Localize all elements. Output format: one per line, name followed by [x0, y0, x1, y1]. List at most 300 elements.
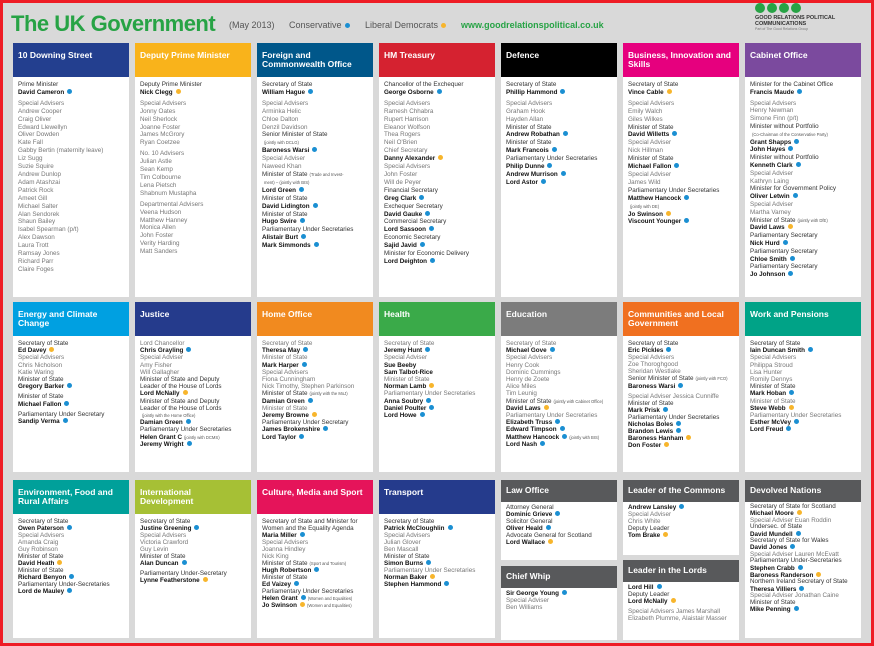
line-text: Secretary of State: [262, 340, 313, 347]
conservative-dot-icon: [182, 560, 187, 565]
conservative-dot-icon: [560, 426, 565, 431]
libdem-dot-icon: [300, 602, 305, 607]
libdem-dot-icon: [789, 405, 794, 410]
adviser-text: [384, 163, 490, 171]
adviser-text: [750, 115, 856, 123]
adviser-text: [628, 393, 734, 400]
department-members: [745, 336, 861, 434]
minister-name: [506, 590, 612, 597]
line-text: Minister of State: [628, 155, 674, 163]
line-text: Joanna Hindley: [262, 546, 306, 553]
line-note: (jointly with DCLG): [264, 140, 299, 146]
minister-name: [628, 598, 734, 605]
role-label: [262, 574, 368, 581]
minister-name: [506, 426, 612, 433]
role-label: [18, 411, 124, 418]
adviser-text: [750, 178, 856, 186]
role-label: [262, 419, 368, 426]
adviser-text: [18, 218, 124, 226]
line-text: Parliamentary Secretary: [750, 247, 818, 255]
adviser-text: [506, 604, 612, 611]
line-text: Jo Swinson: [628, 210, 663, 218]
adviser-text: [18, 171, 124, 179]
line-text: Departmental Advisers: [140, 200, 204, 208]
line-text: Minister of State: [140, 553, 186, 560]
adviser-text: [506, 340, 612, 347]
conservative-dot-icon: [546, 525, 551, 530]
role-label: [750, 185, 856, 193]
conservative-dot-icon: [308, 398, 313, 403]
line-text: Helen Grant: [262, 595, 298, 602]
department-members: [257, 514, 373, 609]
adviser-text: [384, 390, 490, 397]
conservative-dot-icon: [790, 544, 795, 549]
department-members: [623, 582, 739, 622]
adviser-text: [262, 369, 368, 376]
line-text: Sir George Young: [506, 590, 559, 597]
minister-name: [262, 602, 368, 609]
line-text: Secretary of State: [750, 340, 801, 347]
conservative-dot-icon: [444, 581, 449, 586]
line-text: Craig Oliver: [18, 115, 52, 123]
line-text: Parliamentary Under Secretary: [18, 410, 105, 418]
line-note: (Sport and Tourism): [309, 561, 347, 566]
line-text: Special Advisers: [628, 354, 675, 362]
line-text: Special Advisers: [140, 532, 187, 539]
department-members: [13, 514, 129, 595]
conservative-dot-icon: [426, 560, 431, 565]
minister-name: [18, 588, 124, 595]
conservative-dot-icon: [429, 226, 434, 231]
line-text: Sean Kemp: [140, 166, 173, 174]
line-note: (Trade and Invest-: [309, 171, 344, 177]
line-text: Amy Fisher: [140, 361, 172, 369]
adviser-text: [18, 203, 124, 211]
adviser-text: [750, 376, 856, 383]
minister-name: [506, 434, 612, 441]
conservative-dot-icon: [294, 581, 299, 586]
role-label: [384, 518, 490, 525]
line-text: Alex Dawson: [18, 234, 55, 242]
line-text: Matthew Hanney: [140, 216, 188, 224]
adviser-text: [262, 383, 368, 390]
minister-name: [750, 193, 856, 201]
conservative-dot-icon: [788, 146, 793, 151]
role-label: [18, 581, 124, 588]
line-text: Parliamentary Under Secretaries: [628, 186, 720, 194]
line-text: Sandip Verma: [18, 418, 60, 426]
role-label: [262, 179, 368, 187]
minister-name: [750, 390, 856, 397]
line-note: ment) – (jointly with BIS): [264, 179, 310, 185]
minister-name: [628, 532, 734, 539]
role-label: [506, 398, 612, 405]
line-text: Kate Fall: [18, 139, 43, 147]
line-text: Lord Taylor: [262, 433, 297, 441]
line-text: Lord Chancellor: [140, 340, 185, 347]
line-text: Ryan Coetzee: [140, 139, 180, 147]
adviser-text: [384, 376, 490, 383]
minister-name: [384, 398, 490, 405]
adviser-text: [18, 226, 124, 234]
department-title: Business, Innovation and Skills: [623, 43, 739, 77]
line-text: Jo Swinson: [262, 602, 297, 609]
adviser-text: [262, 405, 368, 412]
adviser-text: [506, 390, 612, 397]
line-text: Arminka Helic: [262, 107, 301, 115]
adviser-text: [384, 532, 490, 539]
line-text: Maria Miller: [262, 532, 297, 539]
department-members: [135, 77, 251, 256]
line-text: Joanne Foster: [140, 123, 181, 131]
role-label: [140, 518, 246, 525]
adviser-text: [628, 361, 734, 368]
line-text: Minister of State: [262, 210, 308, 218]
line-text: Secretary of State: [384, 340, 435, 347]
conservative-dot-icon: [788, 271, 793, 276]
conservative-dot-icon: [563, 131, 568, 136]
line-text: Special Adviser: [140, 354, 184, 362]
line-text: Mark Hoban: [750, 390, 787, 398]
line-text: Julian Glover: [384, 539, 421, 546]
line-text: Emily Walch: [628, 107, 663, 115]
line-text: Veena Hudson: [140, 208, 182, 216]
adviser-text: [384, 340, 490, 347]
line-text: Special Advisers: [18, 354, 65, 362]
minister-name: [384, 155, 490, 163]
role-label: [262, 171, 368, 179]
line-text: Denzil Davidson: [262, 123, 308, 131]
libdem-dot-icon: [544, 405, 549, 410]
libdem-dot-icon: [788, 224, 793, 229]
line-text: Minister of State and Deputy: [140, 376, 220, 384]
department-card: [135, 43, 251, 297]
conservative-dot-icon: [314, 567, 319, 572]
line-text: Chris Grayling: [140, 347, 184, 355]
libdem-dot-icon: [203, 577, 208, 582]
line-text: Jeremy Hunt: [384, 347, 423, 355]
department-card: [257, 480, 373, 638]
role-label: [140, 570, 246, 577]
line-text: Tim Leunig: [506, 390, 537, 398]
line-text: Owen Paterson: [18, 525, 64, 532]
adviser-text: [18, 187, 124, 195]
minister-name: [384, 560, 490, 567]
role-label: [140, 81, 246, 89]
line-text: Prime Minister: [18, 81, 59, 88]
minister-name: [628, 504, 734, 511]
adviser-text: [18, 163, 124, 171]
line-text: Minister of State: [262, 390, 308, 398]
minister-name: [140, 390, 246, 397]
role-label: [506, 518, 612, 525]
line-text: Naweed Khan: [262, 163, 302, 171]
line-text: Women and the Equality Agenda: [262, 525, 354, 532]
line-text: Rupert Harrison: [384, 115, 429, 123]
line-text: Neil O'Brien: [384, 139, 418, 147]
line-text: Vince Cable: [628, 88, 664, 96]
line-text: Guy Levin: [140, 546, 169, 553]
line-text: David Lidington: [262, 202, 310, 210]
conservative-dot-icon: [555, 419, 560, 424]
conservative-dot-icon: [67, 588, 72, 593]
minister-name: [384, 362, 490, 369]
adviser-text: [750, 209, 856, 217]
libdem-dot-icon: [430, 574, 435, 579]
adviser-text: [628, 368, 734, 375]
adviser-text: [18, 250, 124, 258]
department-members: [379, 336, 495, 419]
line-text: Eleanor Wolfson: [384, 123, 431, 131]
adviser-text: [628, 354, 734, 361]
line-text: Lord de Mauley: [18, 588, 65, 595]
department-members: [135, 514, 251, 584]
adviser-text: [262, 163, 368, 171]
conservative-dot-icon: [186, 347, 191, 352]
conservative-dot-icon: [301, 234, 306, 239]
department-members: [501, 336, 617, 448]
adviser-text: [140, 158, 246, 166]
adviser-text: [140, 100, 246, 108]
line-text: Graham Hook: [506, 107, 546, 115]
line-text: Alan Duncan: [140, 560, 179, 567]
line-text: Secretary of State for Scotland: [750, 503, 836, 510]
line-text: Special Advisers: [262, 99, 309, 107]
minister-name: [140, 577, 246, 584]
adviser-text: [18, 546, 124, 553]
adviser-text: [384, 546, 490, 553]
line-text: Parliamentary Under Secretaries: [262, 226, 354, 234]
libdem-dot-icon: [663, 532, 668, 537]
line-text: Nicholas Boles: [628, 421, 674, 429]
conservative-dot-icon: [794, 606, 799, 611]
line-text: Minister of State: [750, 216, 796, 224]
conservative-dot-icon: [312, 147, 317, 152]
department-members: [379, 514, 495, 588]
line-text: Julian Astle: [140, 158, 172, 166]
line-text: Michael Salter: [18, 202, 58, 210]
minister-name: [628, 421, 734, 428]
line-text: David Laws: [750, 224, 785, 232]
role-label: [750, 232, 856, 240]
minister-name: [18, 89, 124, 97]
role-label: [750, 263, 856, 271]
line-text: Ben Mascall: [384, 546, 419, 553]
role-label: [262, 195, 368, 203]
libdem-dot-icon: [664, 442, 669, 447]
line-text: Chief Secretary: [384, 147, 428, 155]
libdem-dot-icon: [686, 435, 691, 440]
line-text: Chloe Smith: [750, 255, 787, 263]
line-text: Michael Fallon: [18, 400, 62, 408]
minister-name: [750, 565, 856, 572]
adviser-text: [262, 340, 368, 347]
line-text: Special Advisers: [140, 99, 187, 107]
line-text: Andrew Robathan: [506, 131, 560, 139]
minister-name: [262, 347, 368, 354]
line-text: Special Advisers: [18, 532, 65, 539]
line-text: Leader of the House of Lords: [140, 404, 222, 412]
minister-name: [384, 347, 490, 354]
role-label: [750, 81, 856, 89]
adviser-text: [140, 217, 246, 225]
line-text: Secretary of State: [628, 340, 679, 347]
department-title: Communities and Local Government: [623, 302, 739, 336]
line-text: Ben Williams: [506, 604, 543, 611]
line-text: Advocate General for Scotland: [506, 532, 592, 539]
department-card: [623, 43, 739, 297]
department-card: [13, 43, 129, 297]
libdem-dot-icon: [548, 539, 553, 544]
line-text: Minister of State: [18, 567, 64, 574]
line-text: Secretary of State for Wales: [750, 537, 829, 545]
line-text: Sue Beeby: [384, 361, 417, 369]
line-text: Matt Sanders: [140, 248, 178, 256]
adviser-text: [140, 201, 246, 209]
line-text: Suzie Squire: [18, 163, 54, 171]
minister-name: [750, 256, 856, 264]
minister-name: [750, 240, 856, 248]
adviser-text: [140, 232, 246, 240]
minister-name: [506, 539, 612, 546]
minister-name: [628, 347, 734, 354]
role-label: [262, 131, 368, 139]
line-text: Special Adviser Lauren McEvatt: [750, 550, 839, 558]
line-text: Parliamentary Under-Secretaries: [18, 581, 110, 588]
role-label: [18, 553, 124, 560]
line-text: Minister of State: [262, 194, 308, 202]
department-card: [745, 43, 861, 297]
libdem-dot-icon: [312, 412, 317, 417]
adviser-text: [262, 539, 368, 546]
line-text: Henry Newman: [750, 107, 794, 115]
department-title: Leader of the Commons: [623, 480, 739, 502]
line-text: James Wild: [628, 178, 661, 186]
minister-name: [262, 581, 368, 588]
minister-name: [384, 412, 490, 419]
line-text: Jeremy Browne: [262, 412, 309, 420]
line-text: Minister of State: [628, 399, 674, 407]
minister-name: [506, 147, 612, 155]
line-text: Andrew Lansley: [628, 504, 677, 511]
line-text: Hayden Allan: [506, 115, 544, 123]
conservative-dot-icon: [301, 595, 306, 600]
adviser-text: [140, 532, 246, 539]
line-text: Lord Nash: [506, 440, 538, 448]
line-text: Mark Francois: [506, 147, 549, 155]
line-text: Fiona Cunningham: [262, 376, 316, 384]
line-text: Lord McNally: [140, 390, 180, 398]
line-text: Minister of State: [628, 123, 674, 131]
adviser-text: [18, 362, 124, 369]
role-label: [384, 81, 490, 89]
adviser-text: [18, 100, 124, 108]
line-text: Minister of State: [262, 354, 308, 362]
minister-name: [750, 224, 856, 232]
adviser-text: [628, 179, 734, 187]
conservative-dot-icon: [794, 419, 799, 424]
line-text: Secretary of State and Minister for: [262, 518, 358, 525]
line-text: Minister of State: [262, 170, 308, 178]
line-text: Minister of State: [750, 397, 796, 405]
conservative-dot-icon: [794, 139, 799, 144]
role-label: [750, 383, 856, 390]
minister-name: [140, 560, 246, 567]
line-text: Ramsay Jones: [18, 250, 60, 258]
line-text: Giles Wilkes: [628, 115, 663, 123]
adviser-text: [18, 242, 124, 250]
conservative-dot-icon: [562, 590, 567, 595]
minister-name: [506, 347, 612, 354]
minister-name: [18, 418, 124, 425]
conservative-dot-icon: [299, 187, 304, 192]
role-label: [384, 203, 490, 211]
conservative-dot-icon: [308, 89, 313, 94]
line-text: Oliver Heald: [506, 525, 543, 532]
conservative-dot-icon: [69, 574, 74, 579]
role-label: [18, 340, 124, 347]
adviser-text: [750, 412, 856, 419]
adviser-text: [262, 354, 368, 361]
line-text: Michael Moore: [750, 510, 794, 518]
line-note: (jointly with FCO): [695, 376, 728, 382]
conservative-dot-icon: [786, 426, 791, 431]
line-text: Guy Robinson: [18, 546, 58, 553]
adviser-text: [384, 100, 490, 108]
line-text: Minister of State: [506, 139, 552, 147]
minister-name: [384, 574, 490, 581]
adviser-text: [18, 131, 124, 139]
adviser-text: [18, 108, 124, 116]
line-note: (jointly with DCMS): [184, 434, 220, 440]
department-members: [13, 336, 129, 425]
line-text: Chris White: [628, 518, 661, 525]
conservative-dot-icon: [67, 525, 72, 530]
role-label: [140, 383, 246, 390]
minister-name: [750, 347, 856, 354]
line-text: Alan Sendorek: [18, 210, 60, 218]
adviser-text: [384, 131, 490, 139]
minister-name: [140, 434, 246, 441]
conservative-dot-icon: [796, 162, 801, 167]
line-text: Katie Waring: [18, 368, 54, 376]
page-date: (May 2013): [229, 20, 275, 30]
minister-name: [628, 211, 734, 219]
adviser-text: [506, 412, 612, 419]
line-text: Parliamentary Under Secretaries: [506, 412, 598, 420]
minister-name: [18, 560, 124, 567]
minister-name: [262, 362, 368, 369]
conservative-dot-icon: [448, 525, 453, 530]
line-text: Special Advisers: [628, 99, 675, 107]
line-text: Richard Parr: [18, 257, 54, 265]
minister-name: [262, 532, 368, 539]
line-text: Special Adviser: [750, 200, 794, 208]
line-text: Sam Talbot-Rice: [384, 368, 433, 376]
line-text: Parliamentary Under Secretary: [262, 419, 349, 427]
line-text: Alistair Burt: [262, 234, 299, 242]
line-text: Special Advisers: [262, 539, 309, 546]
line-text: Edward Timpson: [506, 426, 557, 434]
line-text: Don Foster: [628, 442, 662, 450]
minister-name: [506, 171, 612, 179]
minister-name: [506, 525, 612, 532]
department-card: [501, 480, 617, 560]
adviser-text: [628, 100, 734, 108]
line-text: Michael Fallon: [628, 163, 672, 171]
website-link[interactable]: www.goodrelationspolitical.co.uk: [461, 20, 604, 30]
line-text: Special Adviser: [262, 155, 306, 163]
